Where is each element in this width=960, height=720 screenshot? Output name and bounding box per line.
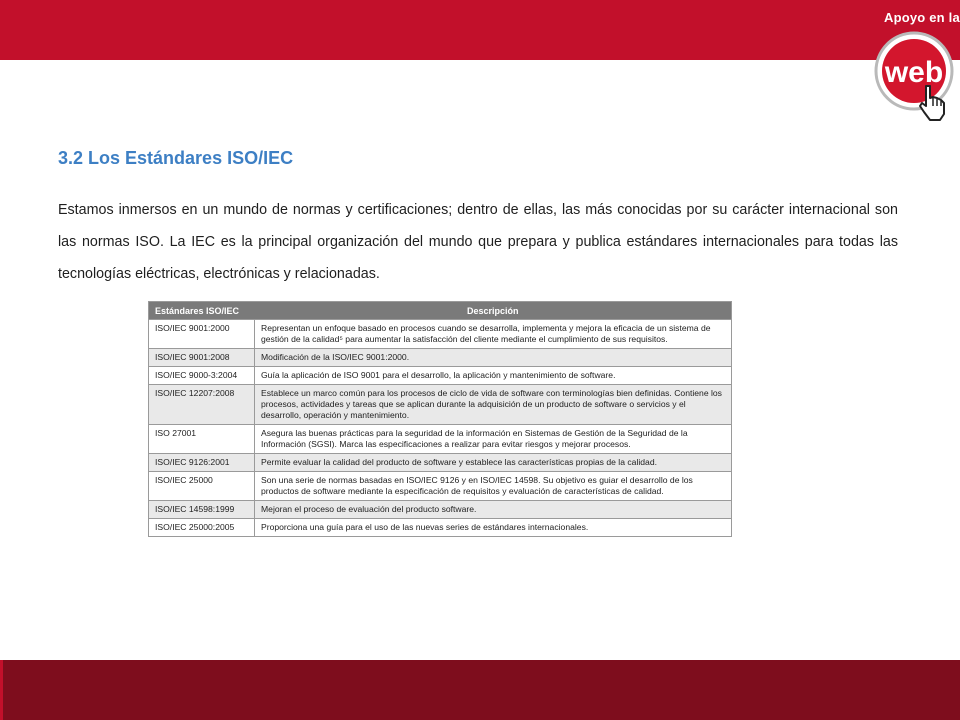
intro-paragraph: Estamos inmersos en un mundo de normas y certificaciones; dentro de ellas, las más conocidas por su carácter internacional son las normas ISO. La IEC es la principal organización del mundo que prepara y publica estándares internacionales para todas las tecnologías eléctricas, electrónicas y relacionadas. — [58, 202, 898, 282]
table-row — [149, 320, 732, 349]
table-row — [149, 519, 732, 537]
table-row — [149, 501, 732, 519]
standard-name: ISO/IEC 12207:2008 — [149, 385, 255, 425]
standard-description: Guía la aplicación de ISO 9001 para el desarrollo, la aplicación y mantenimiento de software. — [255, 367, 732, 385]
table-row — [149, 367, 732, 385]
bottom-banner-edge — [0, 660, 3, 720]
standard-name: ISO/IEC 25000 — [149, 472, 255, 501]
top-banner — [0, 0, 960, 60]
web-logo — [872, 26, 960, 126]
standard-name: ISO/IEC 25000:2005 — [149, 519, 255, 537]
standard-description: Proporciona una guía para el uso de las nuevas series de estándares internacionales. — [255, 519, 732, 537]
standard-description: Establece un marco común para los procesos de ciclo de vida de software con terminologías bien definidas. Contiene los procesos, actividades y tareas que se aplican durante la adquisición de un producto de software o servicios y el desarrollo, operación y mantenimiento. — [255, 385, 732, 425]
standard-name: ISO 27001 — [149, 425, 255, 454]
section-title: 3.2 Los Estándares ISO/IEC — [58, 148, 294, 168]
table-row — [149, 454, 732, 472]
table-row — [149, 472, 732, 501]
table-header-row — [149, 302, 732, 320]
table-row — [149, 425, 732, 454]
standards-table — [148, 301, 731, 537]
standard-name: ISO/IEC 14598:1999 — [149, 501, 255, 519]
standard-description: Mejoran el proceso de evaluación del producto software. — [255, 501, 732, 519]
standard-description: Son una serie de normas basadas en ISO/IEC 9126 y en ISO/IEC 14598. Su objetivo es guiar el desarrollo de los productos de software mediante la especificación de requisitos y evaluación de características de calidad. — [255, 472, 732, 501]
standard-name: ISO/IEC 9000-3:2004 — [149, 367, 255, 385]
standard-description: Asegura las buenas prácticas para la seguridad de la información en Sistemas de Gestión de la Seguridad de la Información (SGSI). Marca las especificaciones a realizar para evitar riesgos y mejorar procesos. — [255, 425, 732, 454]
standard-description: Modificación de la ISO/IEC 9001:2000. — [255, 349, 732, 367]
bottom-banner — [0, 660, 960, 720]
column-header-description: Descripción — [255, 302, 732, 320]
standard-description: Representan un enfoque basado en procesos cuando se desarrolla, implementa y mejora la eficacia de un sistema de gestión de la calidad⁵ para aumentar la satisfacción del cliente mediante el cumplimiento de sus requisitos. — [255, 320, 732, 349]
standard-description: Permite evaluar la calidad del producto de software y establece las características propias de la calidad. — [255, 454, 732, 472]
standard-name: ISO/IEC 9126:2001 — [149, 454, 255, 472]
table-row — [149, 349, 732, 367]
logo-caption: Apoyo en la — [884, 10, 960, 25]
standard-name: ISO/IEC 9001:2008 — [149, 349, 255, 367]
table-row — [149, 385, 732, 425]
logo-word: web — [884, 56, 944, 89]
column-header-standard: Estándares ISO/IEC — [149, 302, 255, 320]
standard-name: ISO/IEC 9001:2000 — [149, 320, 255, 349]
